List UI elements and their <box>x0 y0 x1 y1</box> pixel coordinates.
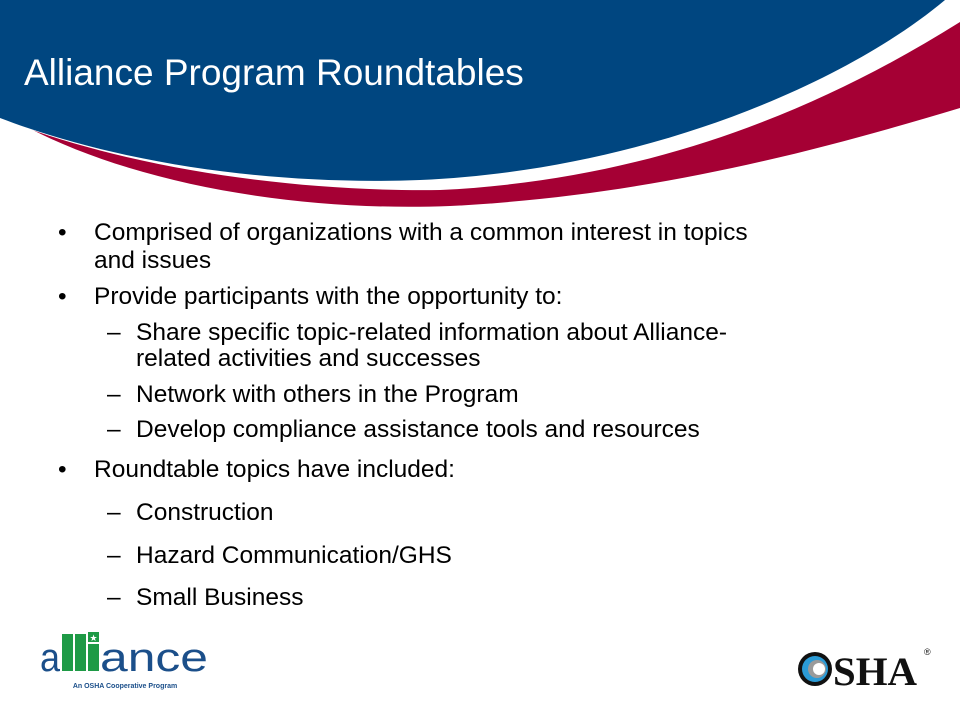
sub-bullet-text: Small Business <box>136 584 304 611</box>
bullet-text: Roundtable topics have included: <box>94 456 455 483</box>
header-banner <box>0 0 960 220</box>
svg-text:ance: ance <box>100 636 208 680</box>
bullet-marker: • <box>58 219 67 246</box>
sub-bullet-text: related activities and successes <box>136 345 481 372</box>
bullet-marker: • <box>58 456 67 483</box>
dash-marker: – <box>107 381 121 408</box>
registered-mark: ® <box>924 647 931 657</box>
sub-bullet-text: Network with others in the Program <box>136 381 519 408</box>
dash-marker: – <box>107 499 121 526</box>
alliance-logo <box>40 630 210 690</box>
sub-bullet-text: Share specific topic-related information about Alliance- <box>136 319 728 346</box>
bullet-marker: • <box>58 283 67 310</box>
alliance-tagline: An OSHA Cooperative Program <box>72 683 178 690</box>
dash-marker: – <box>107 416 121 443</box>
dash-marker: – <box>107 319 121 346</box>
sub-bullet-text: Hazard Communication/GHS <box>136 542 452 569</box>
svg-text:★: ★ <box>89 634 98 644</box>
dash-marker: – <box>107 542 121 569</box>
sub-bullet-text: Construction <box>136 499 274 526</box>
bullet-text: Provide participants with the opportunity to: <box>94 283 563 310</box>
bullet-text: Comprised of organizations with a common interest in topics <box>94 219 748 246</box>
bullet-text: and issues <box>94 247 212 274</box>
svg-text:SHA: SHA <box>833 649 918 690</box>
osha-logo <box>795 645 935 690</box>
slide-title: Alliance Program Roundtables <box>24 52 524 93</box>
sub-bullet-text: Develop compliance assistance tools and resources <box>136 416 700 443</box>
dash-marker: – <box>107 584 121 611</box>
svg-text:a: a <box>40 636 61 680</box>
